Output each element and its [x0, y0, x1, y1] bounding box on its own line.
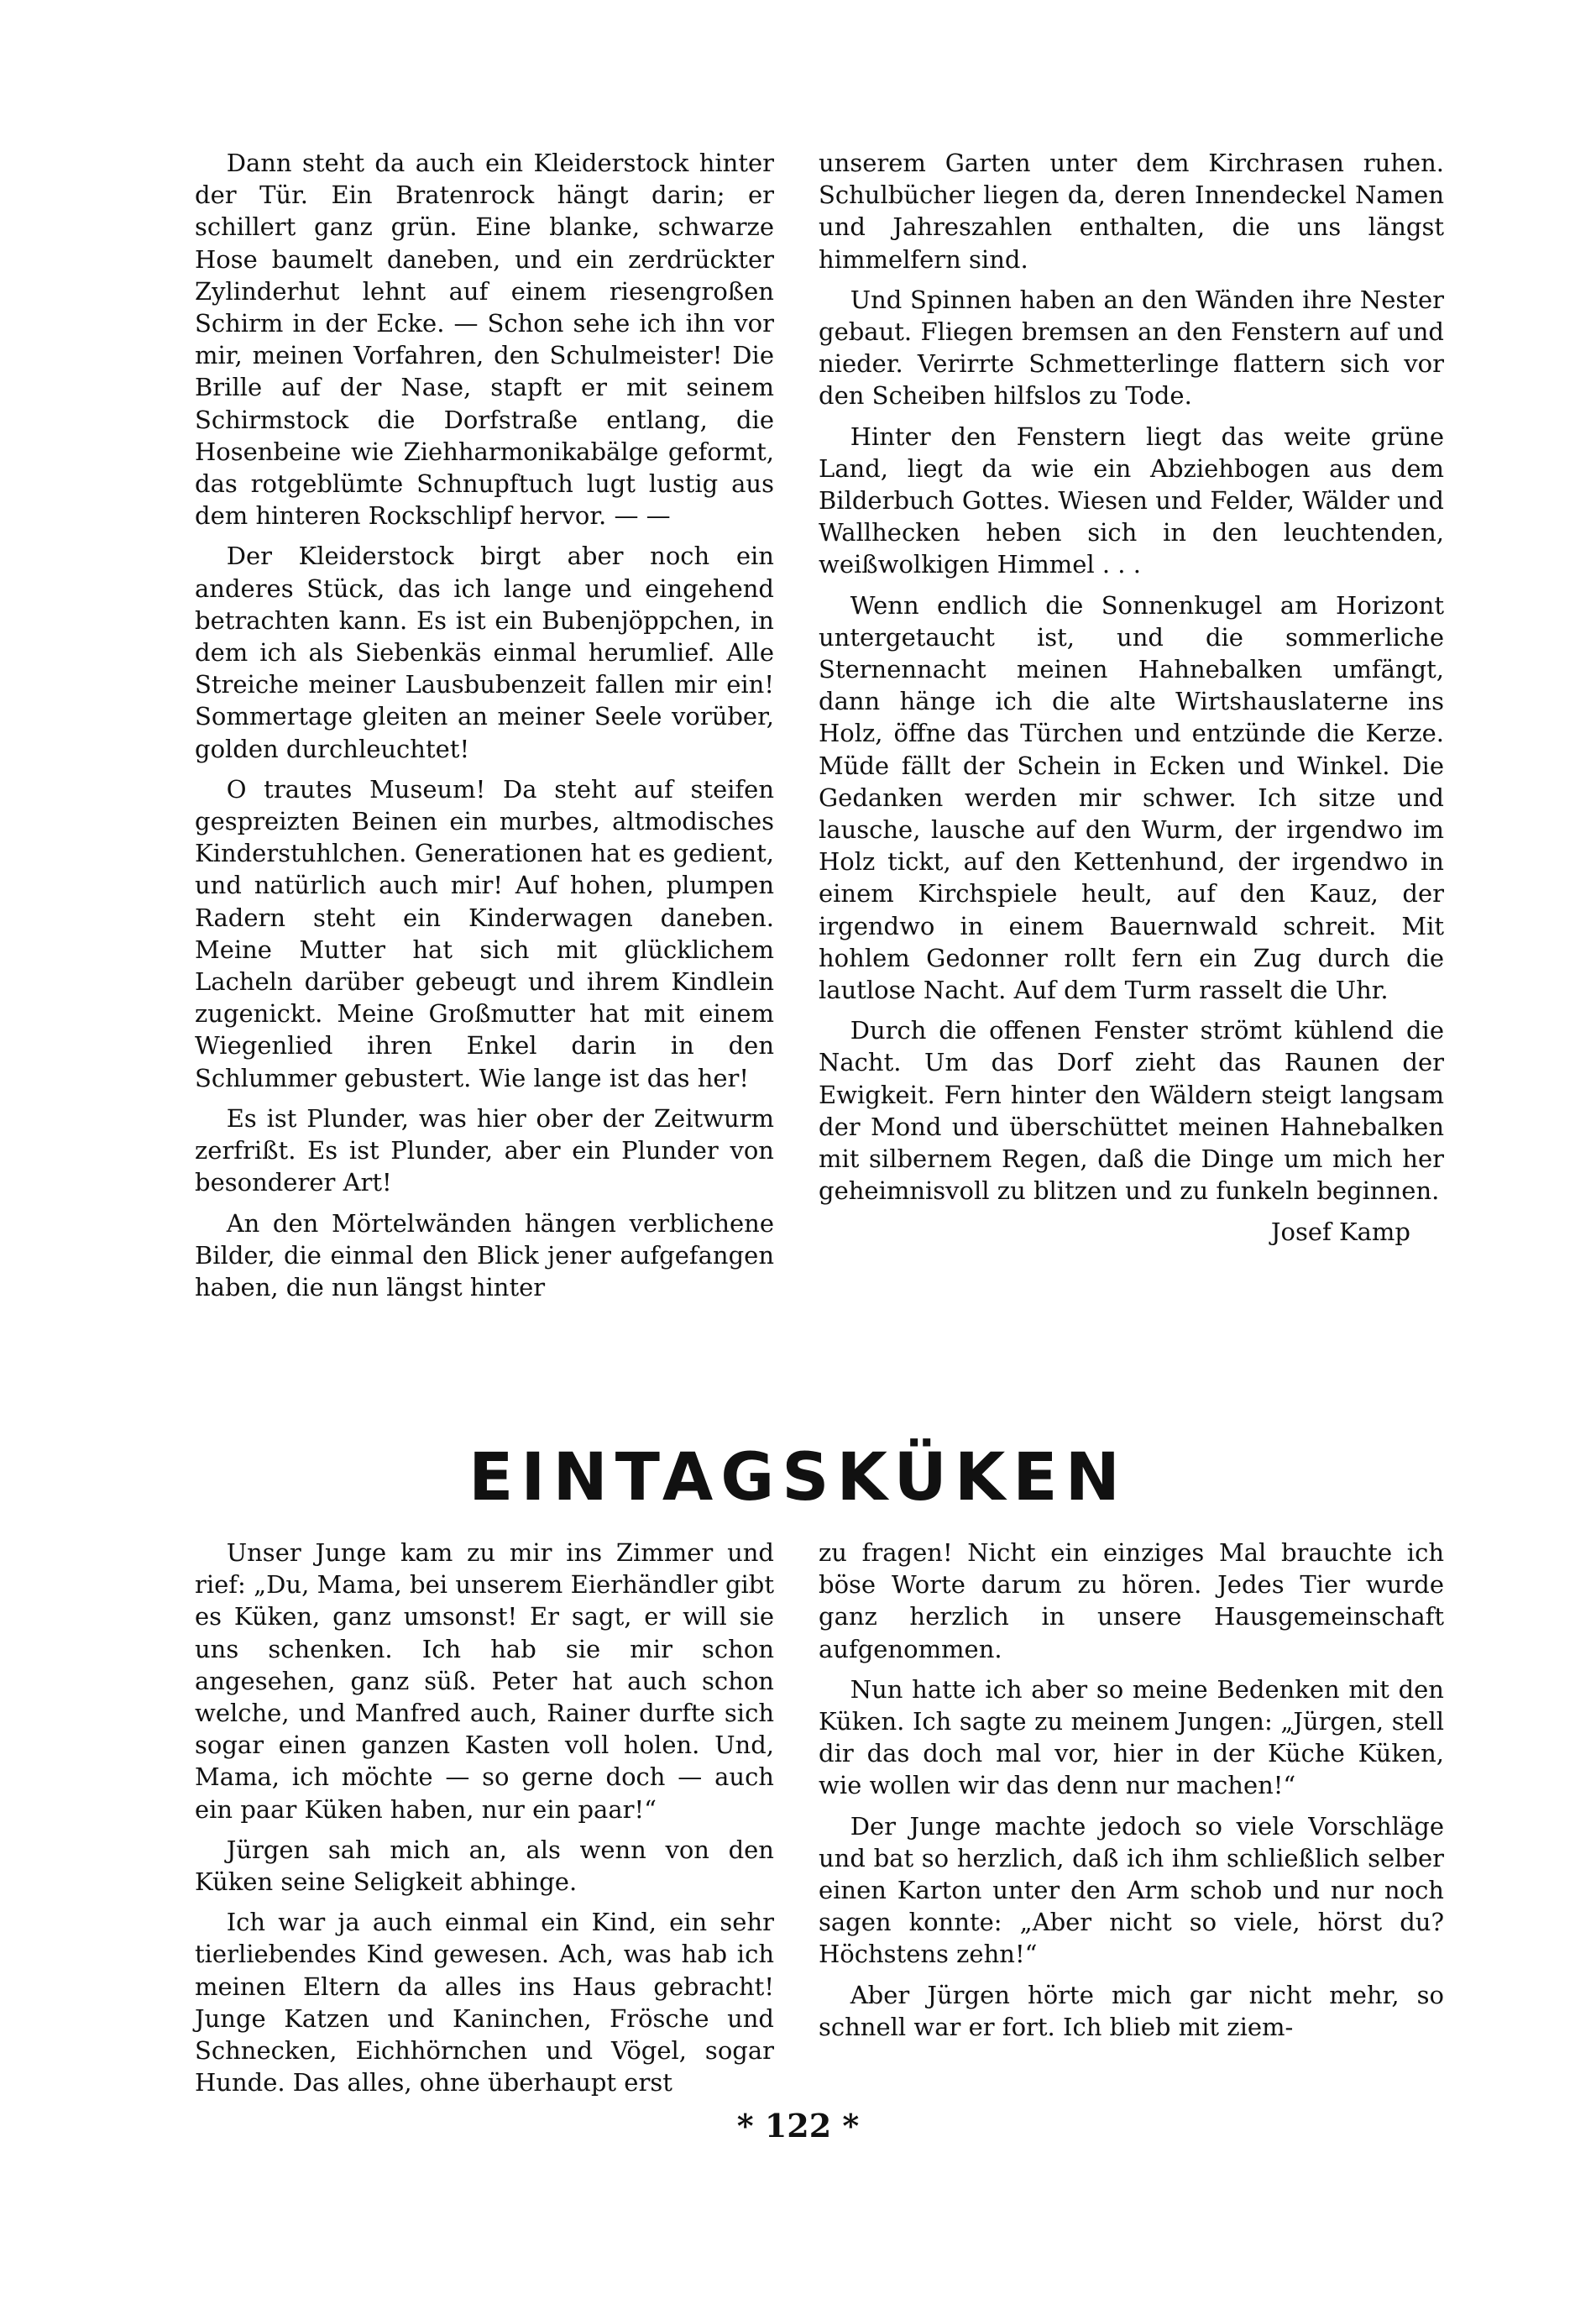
paragraph: Aber Jürgen hörte mich gar nicht mehr, so schnell war er fort. Ich blieb mit ziem-: [819, 1980, 1444, 2041]
paragraph: Der Junge machte jedoch so viele Vorschläge und bat so herzlich, daß ich ihm schließlich selber einen Karton unter den Arm schob und nur noch sagen konnte: „Aber nicht so viele, hörst du? Höchstens zehn!“: [819, 1811, 1444, 1969]
paragraph: Ich war ja auch einmal ein Kind, ein sehr tierliebendes Kind gewesen. Ach, was hab ich meinen Eltern da alles ins Haus gebracht! Junge Katzen und Kaninchen, Frösche und Schnecken, Eichhörnchen und Vögel, sogar Hunde. Das alles, ohne überhaupt erst: [195, 1908, 774, 2097]
article1-column-right: [819, 147, 1444, 1256]
article-headline: EINTAGSKÜKEN: [468, 1440, 1128, 1516]
paragraph: zu fragen! Nicht ein einziges Mal brauchte ich böse Worte darum zu hören. Jedes Tier wurde ganz herzlich in unsere Hausgemeinschaft aufgenommen.: [819, 1538, 1444, 1663]
paragraph: Durch die offenen Fenster strömt kühlend die Nacht. Um das Dorf zieht das Raunen der Ewigkeit. Fern hinter den Wäldern steigt langsam der Mond und überschüttet meinen Hahnebalken mit silbernem Regen, daß die Dinge um mich her geheimnisvoll zu blitzen und zu funkeln beginnen.: [819, 1016, 1444, 1206]
article1-column-left: [195, 147, 774, 1312]
paragraph: Es ist Plunder, was hier ober der Zeitwurm zerfrißt. Es ist Plunder, aber ein Plunder von besonderer Art!: [195, 1103, 774, 1197]
page-number: * 122 *: [736, 2107, 860, 2145]
paragraph: Der Kleiderstock birgt aber noch ein anderes Stück, das ich lange und eingehend betrachten kann. Es ist ein Bubenjöppchen, in dem ich als Siebenkäs einmal herumlief. Alle Streiche meiner Lausbubenzeit fallen mir ein! Sommertage gleiten an meiner Seele vorüber, golden durchleuchtet!: [195, 542, 774, 763]
paragraph: Jürgen sah mich an, als wenn von den Küken seine Seligkeit abhinge.: [195, 1835, 774, 1897]
paragraph: unserem Garten unter dem Kirchrasen ruhen. Schulbücher liegen da, deren Innendeckel Namen und Jahreszahlen enthalten, die uns längst himmelfern sind.: [819, 149, 1444, 274]
author-name: Josef Kamp: [1270, 1217, 1410, 1246]
paragraph: O trautes Museum! Da steht auf steifen gespreizten Beinen ein murbes, altmodisches Kinderstuhlchen. Generationen hat es gedient, und natürlich auch mir! Auf hohen, plumpen Radern steht ein Kinderwagen daneben. Meine Mutter hat sich mit glücklichem Lacheln darüber gebeugt und ihrem Kindlein zugenickt. Meine Großmutter hat mit einem Wiegenlied ihren Enkel darin in den Schlummer gebustert. Wie lange ist das her!: [195, 774, 774, 1092]
paragraph: Nun hatte ich aber so meine Bedenken mit den Küken. Ich sagte zu meinem Jungen: „Jürgen, stell dir das doch mal vor, hier in der Küche Küken, wie wollen wir das denn nur machen!“: [819, 1674, 1444, 1800]
paragraph: Und Spinnen haben an den Wänden ihre Nester gebaut. Fliegen bremsen an den Fenstern auf und nieder. Verirrte Schmetterlinge flattern sich vor den Scheiben hilfslos zu Tode.: [819, 285, 1444, 411]
paragraph: Dann steht da auch ein Kleiderstock hinter der Tür. Ein Bratenrock hängt darin; er schillert ganz grün. Eine blanke, schwarze Hose baumelt daneben, und ein zerdrückter Zylinderhut lehnt auf einem riesengroßen Schirm in der Ecke. — Schon sehe ich ihn vor mir, meinen Vorfahren, den Schulmeister! Die Brille auf der Nase, stapft er mit seinem Schirmstock die Dorfstraße entlang, die Hosenbeine wie Ziehharmonikabälge geformt, das rotgeblümte Schnupftuch lugt lustig aus dem hinteren Rockschlipf hervor. — —: [195, 149, 774, 531]
paragraph: Unser Junge kam zu mir ins Zimmer und rief: „Du, Mama, bei unserem Eierhändler gibt es Küken, ganz umsonst! Er sagt, er will sie uns schenken. Ich hab sie mir schon angesehen, ganz süß. Peter hat auch schon welche, und Manfred auch, Rainer durfte sich sogar einen ganzen Kasten voll holen. Und, Mama, ich möchte — so gerne doch — auch ein paar Küken haben, nur ein paar!“: [195, 1538, 774, 1824]
article2-column-right: [819, 1537, 1444, 2051]
article2-column-left: [195, 1537, 774, 2107]
paragraph: An den Mörtelwänden hängen verblichene Bilder, die einmal den Blick jener aufgefangen haben, die nun längst hinter: [195, 1208, 774, 1301]
paragraph: Wenn endlich die Sonnenkugel am Horizont untergetaucht ist, und die sommerliche Sternennacht meinen Hahnebalken umfängt, dann hänge ich die alte Wirtshauslaterne ins Holz, öffne das Türchen und entzünde die Kerze. Müde fällt der Schein in Ecken und Winkel. Die Gedanken werden mir schwer. Ich sitze und lausche, lausche auf den Wurm, der irgendwo im Holz tickt, auf den Kettenhund, der irgendwo in einem Kirchspiele heult, auf den Kauz, der irgendwo in einem Bauernwald schreit. Mit hohlem Gedonner rollt fern ein Zug durch die lautlose Nacht. Auf dem Turm rasselt die Uhr.: [819, 590, 1444, 1005]
paragraph: Hinter den Fenstern liegt das weite grüne Land, liegt da wie ein Abziehbogen aus dem Bilderbuch Gottes. Wiesen und Felder, Wälder und Wallhecken heben sich in den leuchtenden, weißwolkigen Himmel . . .: [819, 422, 1444, 579]
